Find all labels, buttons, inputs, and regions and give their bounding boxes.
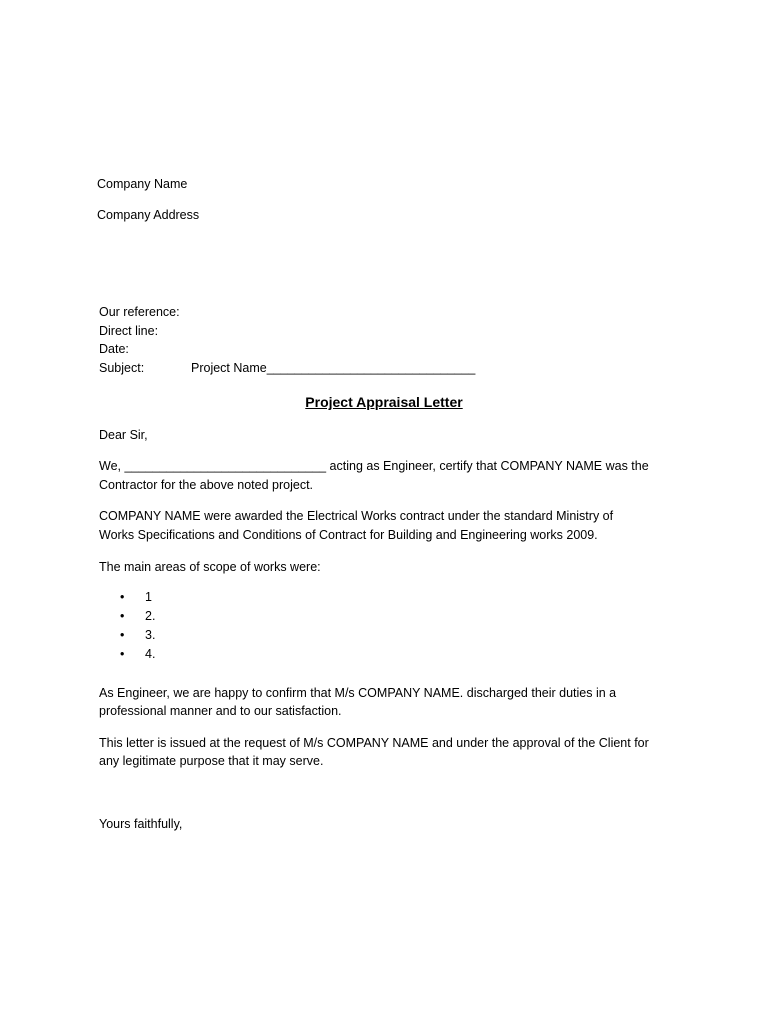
salutation: Dear Sir, [99, 428, 148, 442]
paragraph-3-line-1: As Engineer, we are happy to confirm that M/s COMPANY NAME. discharged their duties in a [99, 686, 617, 700]
letter-title: Project Appraisal Letter [305, 394, 463, 410]
scope-item-label: 3. [145, 628, 156, 642]
scope-intro: The main areas of scope of works were: [99, 560, 321, 574]
company-address: Company Address [97, 208, 200, 222]
scope-list-item [120, 645, 155, 663]
direct-line-label: Direct line: [99, 324, 159, 338]
company-name: Company Name [97, 177, 188, 191]
scope-list-item [120, 607, 155, 625]
date-label: Date: [99, 342, 129, 356]
paragraph-4-line-1: This letter is issued at the request of M/s COMPANY NAME and under the approval of the Client for [99, 736, 649, 750]
paragraph-3-line-2: professional manner and to our satisfaction. [99, 704, 342, 718]
subject-label: Subject: [99, 361, 145, 375]
bullet-icon: • [120, 590, 125, 604]
paragraph-1-line-2: Contractor for the above noted project. [99, 478, 314, 492]
scope-item-label: 2. [145, 609, 156, 623]
our-reference-label: Our reference: [99, 305, 180, 319]
scope-list-item [120, 588, 152, 606]
paragraph-1-line-1: We, _____________________________ acting as Engineer, certify that COMPANY NAME was the [99, 459, 649, 473]
bullet-icon: • [120, 647, 125, 661]
scope-item-label: 4. [145, 647, 156, 661]
paragraph-4-line-2: any legitimate purpose that it may serve. [99, 754, 324, 768]
scope-list-item [120, 626, 155, 644]
paragraph-2-line-1: COMPANY NAME were awarded the Electrical Works contract under the standard Ministry of [99, 509, 614, 523]
bullet-icon: • [120, 628, 125, 642]
bullet-icon: • [120, 609, 125, 623]
scope-item-label: 1 [145, 590, 152, 604]
subject-value: Project Name______________________________ [191, 361, 476, 375]
paragraph-2-line-2: Works Specifications and Conditions of Contract for Building and Engineering works 2009. [99, 528, 598, 542]
closing: Yours faithfully, [99, 817, 183, 831]
